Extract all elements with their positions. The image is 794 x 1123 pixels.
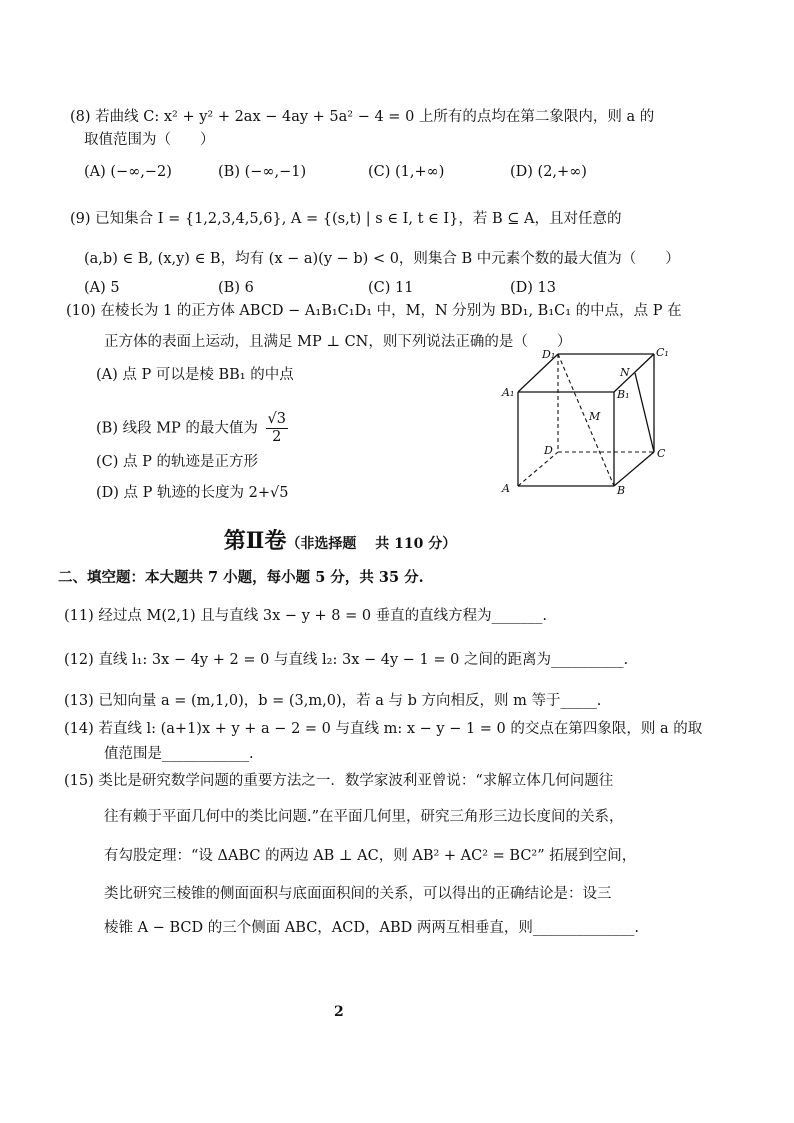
q10-option-b-numerator: √3: [267, 411, 286, 427]
part2-title-main: 第Ⅱ卷: [223, 528, 287, 554]
label-b: B: [617, 484, 626, 497]
label-a1: A₁: [502, 386, 515, 399]
section2-heading: 二、填空题：本大题共 7 小题，每小题 5 分，共 35 分.: [58, 569, 424, 586]
diagonal-bd1-hidden: [558, 354, 614, 486]
q14-line2: 值范围是____________.: [104, 746, 254, 762]
edge-bc: [614, 452, 654, 486]
label-c1: C₁: [656, 346, 669, 359]
q8-option-d: (D) (2,+∞): [510, 164, 587, 180]
q8-option-c: (C) (1,+∞): [368, 164, 445, 180]
q12: (12) 直线 l₁: 3x − 4y + 2 = 0 与直线 l₂: 3x − 4y − 1 = 0 之间的距离为__________.: [64, 652, 629, 668]
q8-option-b: (B) (−∞,−1): [218, 164, 307, 180]
page-number: 2: [334, 1004, 344, 1020]
q9-stem-line2: (a,b) ∈ B, (x,y) ∈ B，均有 (x − a)(y − b) < 0，则集合 B 中元素个数的最大值为（ ）: [84, 251, 680, 267]
q9-option-b: (B) 6: [218, 280, 254, 296]
q10-option-a: (A) 点 P 可以是棱 BB₁ 的中点: [96, 367, 294, 383]
label-c: C: [657, 447, 666, 460]
q10-stem-line2: 正方体的表面上运动，且满足 MP ⊥ CN，则下列说法正确的是（ ）: [104, 334, 572, 350]
q10-stem-line1: (10) 在棱长为 1 的正方体 ABCD − A₁B₁C₁D₁ 中，M，N 分别为 BD₁, B₁C₁ 的中点，点 P 在: [66, 303, 682, 319]
q9-stem-line1: (9) 已知集合 I = {1,2,3,4,5,6}, A = {(s,t) | s ∈ I, t ∈ I}，若 B ⊆ A，且对任意的: [70, 211, 622, 227]
q10-option-c: (C) 点 P 的轨迹是正方形: [96, 454, 258, 470]
part2-title: [0, 524, 680, 555]
q14-line1: (14) 若直线 l: (a+1)x + y + a − 2 = 0 与直线 m: x − y − 1 = 0 的交点在第四象限，则 a 的取: [64, 721, 703, 737]
label-n: N: [620, 366, 630, 379]
label-b1: B₁: [617, 388, 630, 401]
q8-stem-line1: (8) 若曲线 C: x² + y² + 2ax − 4ay + 5a² − 4 = 0 上所有的点均在第二象限内，则 a 的: [70, 109, 655, 125]
part2-subtitle: （非选择题 共 110 分）: [286, 536, 457, 552]
q15-line5: 棱锥 A − BCD 的三个侧面 ABC，ACD，ABD 两两互相垂直，则______________.: [104, 920, 639, 936]
label-d: D: [544, 444, 553, 457]
q8-stem-line2: 取值范围为（ ）: [84, 132, 215, 148]
q11: (11) 经过点 M(2,1) 且与直线 3x − y + 8 = 0 垂直的直线方程为_______.: [64, 608, 548, 624]
q10-option-b-fraction: [266, 411, 288, 446]
q10-option-b-denominator: 2: [272, 429, 282, 445]
q15-line4: 类比研究三棱锥的侧面面积与底面面积间的关系，可以得出的正确结论是：设三: [104, 886, 612, 902]
q10-option-b-text: (B) 线段 MP 的最大值为: [96, 420, 258, 437]
q15-line3: 有勾股定理：“设 ΔABC 的两边 AB ⊥ AC，则 AB² + AC² = BC²” 拓展到空间，: [104, 848, 637, 864]
q8-option-a: (A) (−∞,−2): [84, 164, 172, 180]
q13: (13) 已知向量 a = (m,1,0)，b = (3,m,0)，若 a 与 b 方向相反，则 m 等于_____.: [64, 693, 602, 709]
q9-option-c: (C) 11: [368, 280, 414, 296]
label-d1: D₁: [542, 348, 556, 361]
q10-option-d: (D) 点 P 轨迹的长度为 2+√5: [96, 485, 289, 501]
q9-option-d: (D) 13: [510, 280, 556, 296]
label-m: M: [589, 410, 601, 423]
label-a: A: [502, 482, 510, 495]
q15-line2: 往有赖于平面几何中的类比问题.”在平面几何里，研究三角形三边长度间的关系，: [104, 809, 624, 825]
cube-figure: [496, 336, 676, 506]
q15-line1: (15) 类比是研究数学问题的重要方法之一．数学家波利亚曾说：“求解立体几何问题往: [64, 773, 614, 789]
segment-cn: [635, 373, 654, 452]
q9-option-a: (A) 5: [84, 280, 120, 296]
edge-ad-hidden: [518, 452, 558, 486]
q10-option-b: [96, 411, 288, 446]
